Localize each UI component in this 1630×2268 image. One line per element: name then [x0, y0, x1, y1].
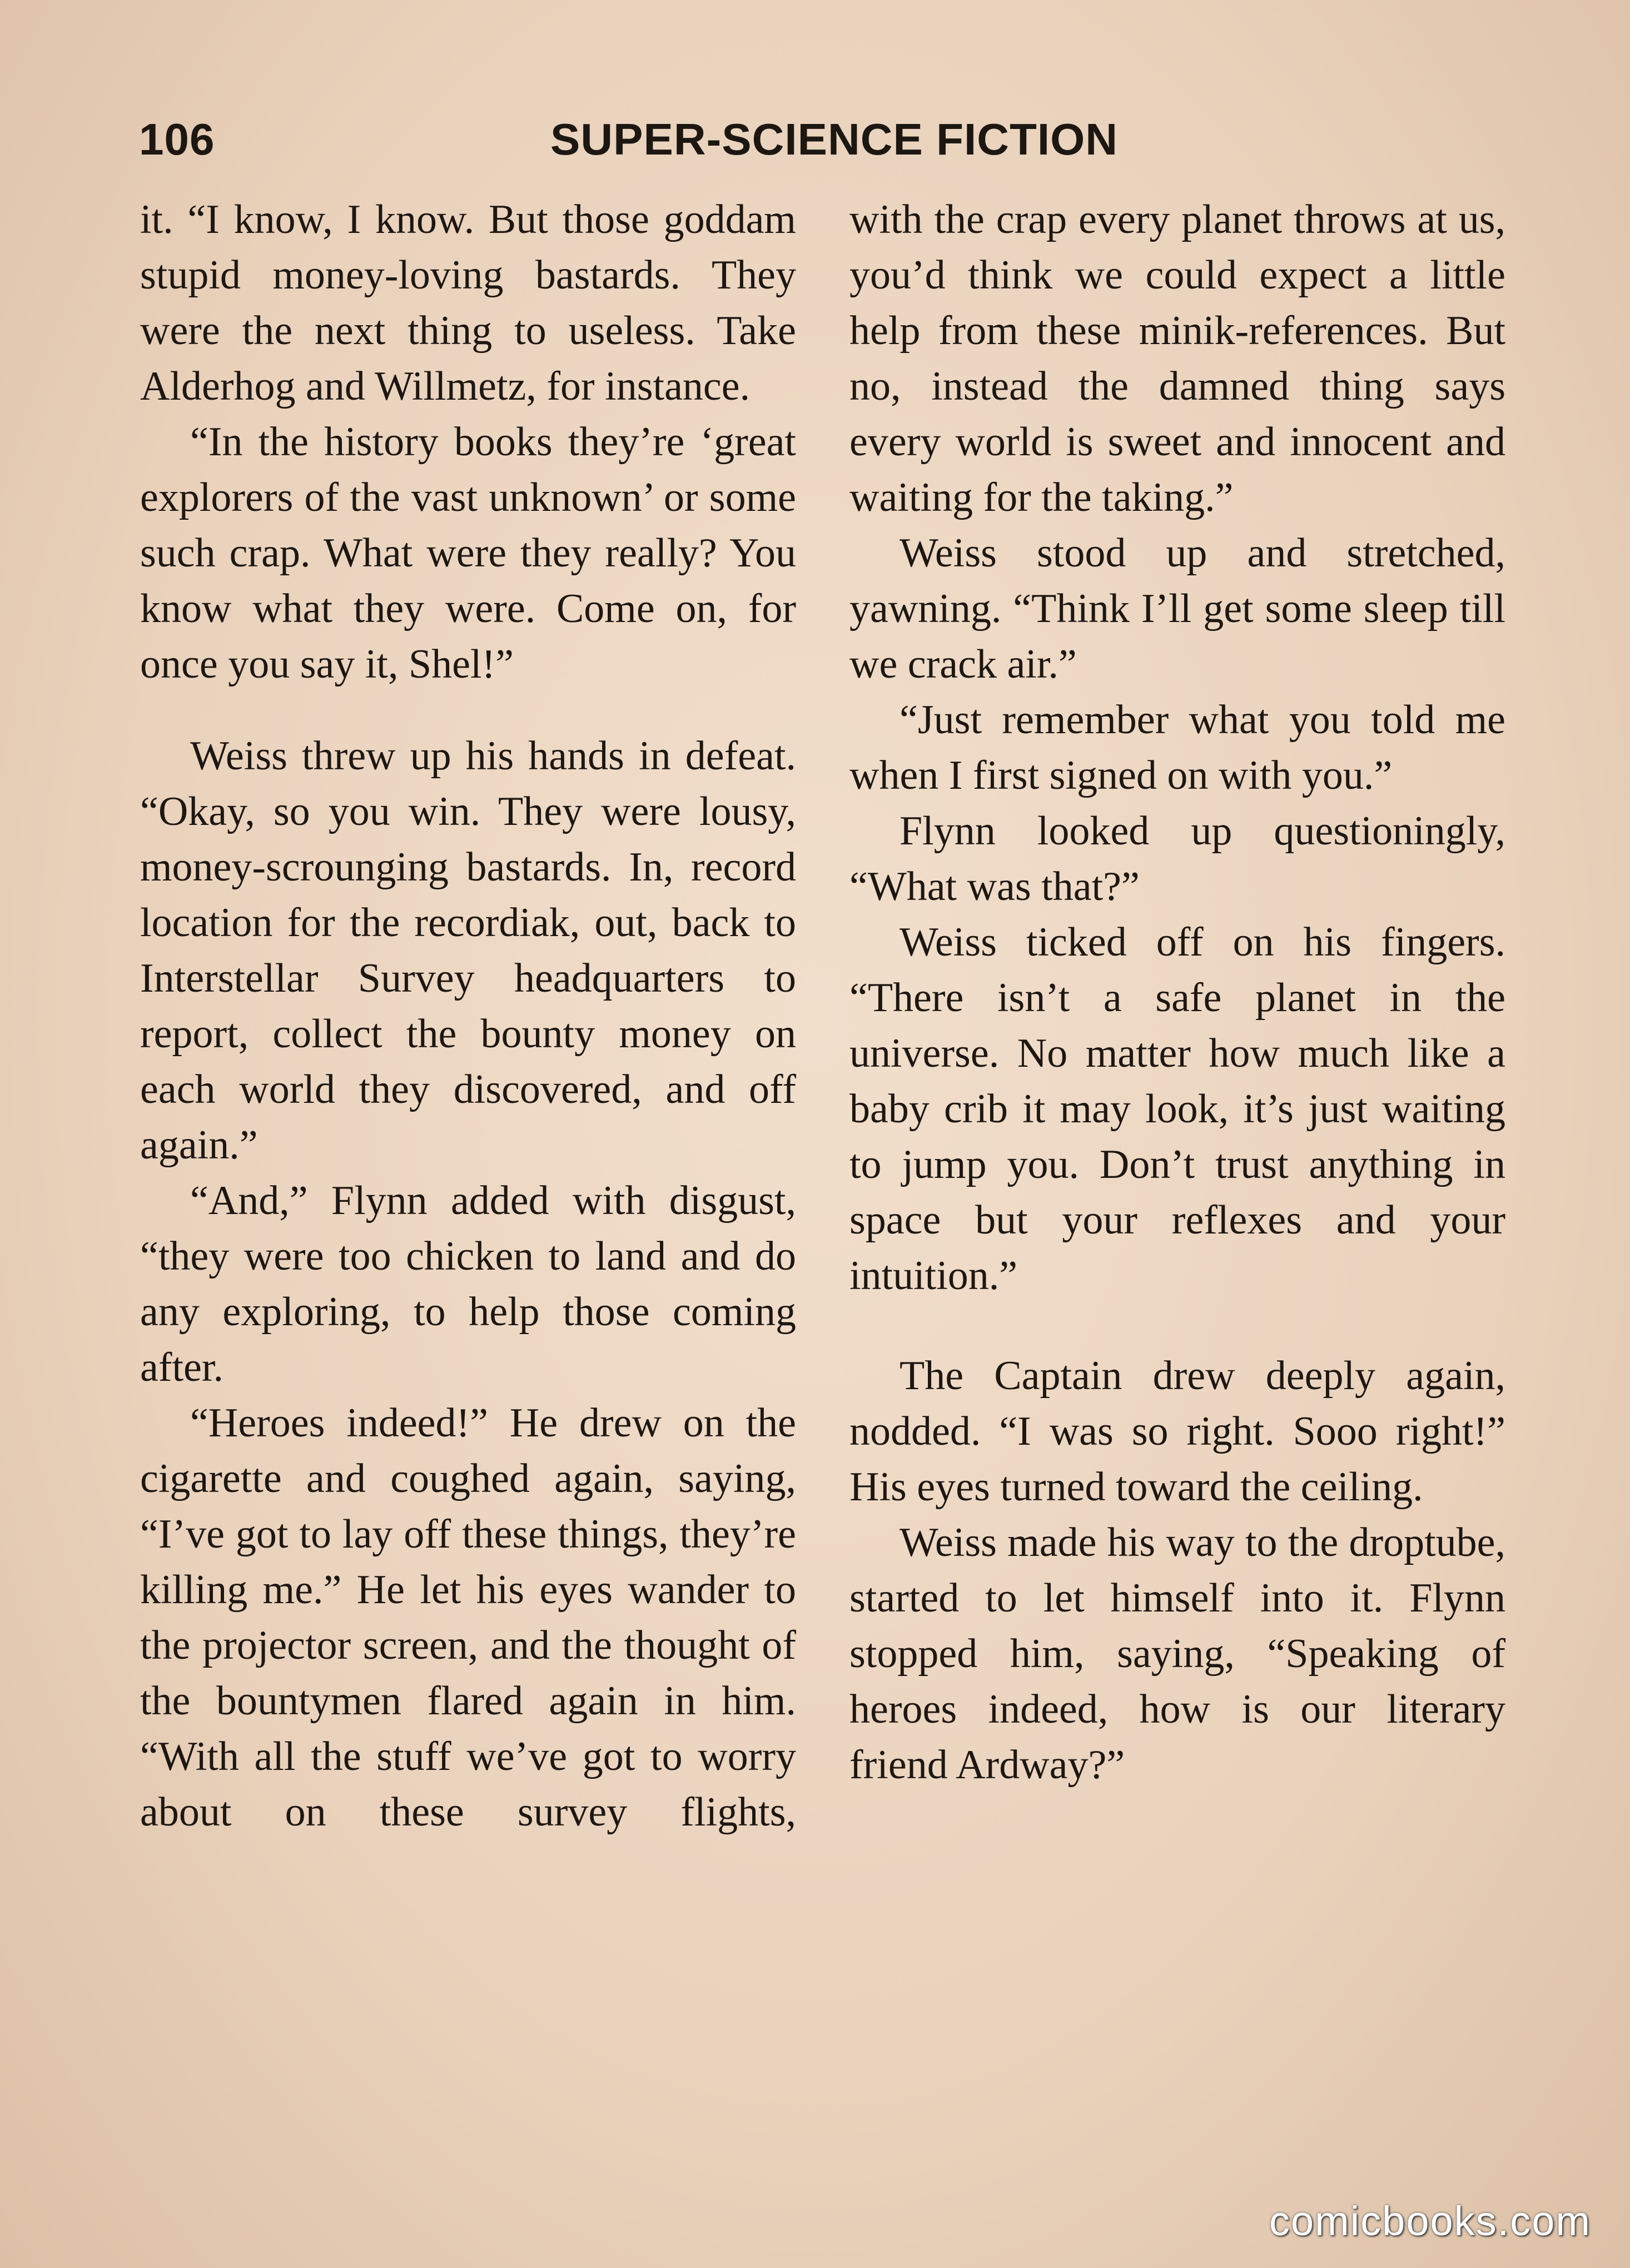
paragraph: “In the history books they’re ‘great explorers of the vast unknown’ or some such crap. What were they really? You know what they were. Come on, for once you say it, Shel!”: [140, 419, 796, 687]
site-watermark: comicbooks.com: [1269, 2198, 1591, 2244]
right-column: [849, 192, 1505, 1793]
paragraph: Flynn looked up questioningly, “What was that?”: [849, 808, 1505, 909]
running-title: SUPER-SCIENCE FICTION: [550, 115, 1119, 164]
paragraph: Weiss made his way to the droptube, started to let himself into it. Flynn stopped him, saying, “Speaking of heroes indeed, how is our literary friend Ardway?”: [849, 1520, 1505, 1788]
left-column: [140, 192, 796, 1840]
paragraph: “And,” Flynn added with disgust, “they were too chicken to land and do any exploring, to help those coming after.: [140, 1178, 796, 1390]
paragraph: it. “I know, I know. But those goddam stupid money-loving bastards. They were the next thing to useless. Take Alderhog and Willmetz, for instance.: [140, 197, 796, 409]
page-number: 106: [139, 115, 215, 164]
paragraph: with the crap every planet throws at us, you’d think we could expect a little help from these minik-references. But no, instead the damned thing says every world is sweet and innocent and waiting for the taking.”: [849, 197, 1505, 520]
paragraph: Weiss stood up and stretched, yawning. “Think I’ll get some sleep till we crack air.”: [849, 530, 1505, 687]
paragraph: Weiss ticked off on his fingers. “There isn’t a safe planet in the universe. No matter how much like a baby crib it may look, it’s just waiting to jump you. Don’t trust anything in space but your reflexes and your intuition.”: [849, 919, 1505, 1299]
paragraph: The Captain drew deeply again, nodded. “I was so right. Sooo right!” His eyes turned toward the ceiling.: [849, 1353, 1505, 1510]
paragraph: “Just remember what you told me when I first signed on with you.”: [849, 697, 1505, 798]
page-header: [139, 114, 1501, 175]
paragraph: “Heroes indeed!” He drew on the cigarette and coughed again, saying, “I’ve got to lay off these things, they’re killing me.” He let his eyes wander to the projector screen, and the thought of the bountymen flared again in him. “With all the stuff we’ve got to worry about on these survey flights,: [140, 1400, 796, 1835]
paragraph: Weiss threw up his hands in defeat. “Okay, so you win. They were lousy, money-scrounging bastards. In, record location for the recordiak, out, back to Interstellar Survey headquarters to report, collect the bounty money on each world they discovered, and off again.”: [140, 733, 796, 1168]
